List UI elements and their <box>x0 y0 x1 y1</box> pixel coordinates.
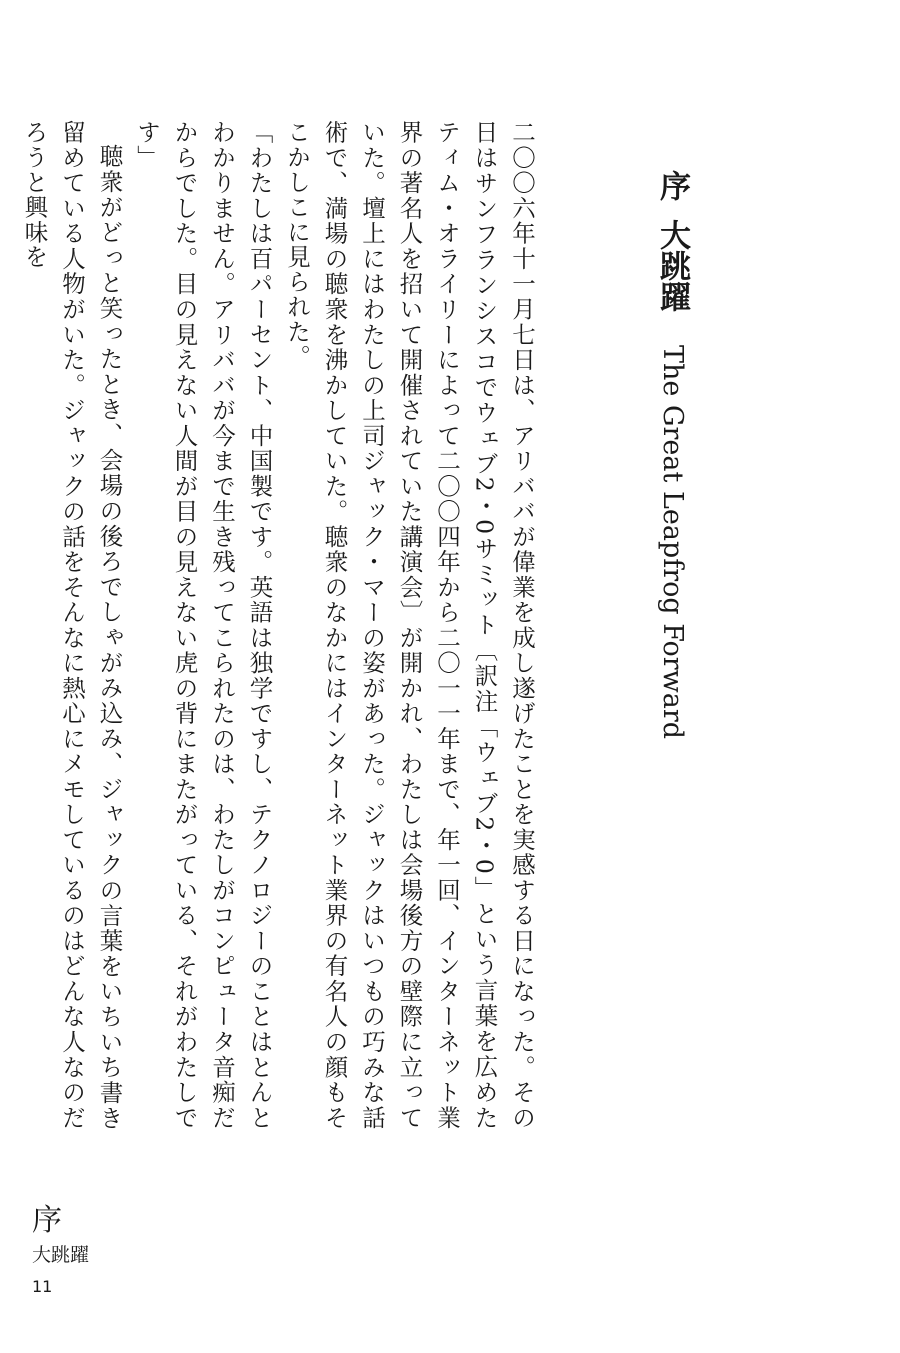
paragraph: 聴衆がどっと笑ったとき、会場の後ろでしゃがみ込み、ジャックの言葉をいちいち書き留めている人物がいた。ジャックの話をそんなに熱心にメモしているのはどんな人なのだろうと興味を <box>20 120 124 1130</box>
chapter-heading <box>642 170 702 739</box>
chapter-mark: 序 <box>654 170 690 201</box>
paragraph: 「わたしは百パーセント、中国製です。英語は独学ですし、テクノロジーのことはとんとわかりません。アリババが今まで生き残ってこられたのは、わたしがコンピュータ音痴だからでした。目の見えない人間が目の見えない虎の背にまたがっている、それがわたしです」 <box>133 120 274 1130</box>
running-header-mark: 序 <box>32 1203 62 1238</box>
paragraph: 二〇〇六年十一月七日は、アリババが偉業を成し遂げたことを実感する日になった。その日はサンフランシスコでウェブ2・0サミット〔訳注「ウェブ2・0」という言葉を広めたティム・オライリーによって二〇〇四年から二〇一一年まで、年一回、インターネット業界の著名人を招いて開催されていた講演会〕が開かれ、わたしは会場後方の壁際に立っていた。壇上にはわたしの上司ジャック・マーの姿があった。ジャックはいつもの巧みな話術で、満場の聴衆を沸かしていた。聴衆のなかにはインターネット業界の有名人の顔もそこかしこに見られた。 <box>283 120 536 1130</box>
chapter-title-en: The Great Leapfrog Forward <box>657 344 688 739</box>
page-number: 11 <box>32 1277 53 1296</box>
body-text <box>20 120 540 1130</box>
running-header-title: 大跳躍 <box>32 1244 90 1266</box>
chapter-title-ja: 大跳躍 <box>654 219 690 312</box>
